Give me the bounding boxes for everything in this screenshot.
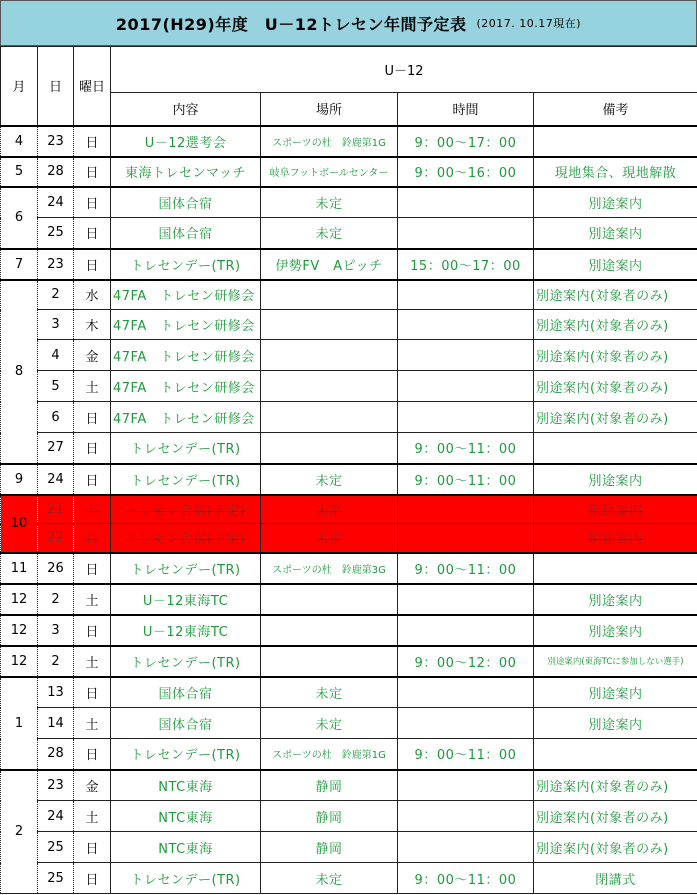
table-row bbox=[1, 584, 697, 615]
cell-place: 静岡 bbox=[261, 801, 398, 832]
cell-time bbox=[398, 371, 534, 402]
cell-weekday: 土 bbox=[74, 584, 111, 615]
table-row bbox=[1, 280, 697, 310]
cell-content: NTC東海 bbox=[111, 801, 261, 832]
header-month: 月 bbox=[1, 47, 38, 126]
cell-time bbox=[398, 310, 534, 340]
cell-weekday: 土 bbox=[74, 708, 111, 739]
cell-time bbox=[398, 187, 534, 218]
cell-time bbox=[398, 280, 534, 310]
cell-notes bbox=[534, 739, 697, 770]
cell-notes bbox=[534, 553, 697, 584]
cell-day: 14 bbox=[38, 708, 74, 739]
cell-place bbox=[261, 433, 398, 464]
cell-time bbox=[398, 708, 534, 739]
table-row bbox=[1, 371, 697, 402]
table-row bbox=[1, 187, 697, 218]
as-of-date: (2017. 10.17現在) bbox=[476, 17, 582, 30]
cell-month: 6 bbox=[1, 187, 38, 249]
cell-month: 10 bbox=[1, 495, 38, 553]
header-content: 内容 bbox=[111, 93, 261, 126]
cell-notes: 別途案内(対象者のみ) bbox=[534, 371, 697, 402]
cell-content: トレセンデー(TR) bbox=[111, 739, 261, 770]
cell-day: 4 bbox=[38, 340, 74, 371]
cell-content: トレセンデー(TR) bbox=[111, 646, 261, 677]
cell-place: 伊勢FV Aピッチ bbox=[261, 249, 398, 280]
cell-month: 12 bbox=[1, 646, 38, 677]
cell-day: 26 bbox=[38, 553, 74, 584]
cell-time bbox=[398, 524, 534, 553]
cell-time bbox=[398, 402, 534, 433]
cell-day: 3 bbox=[38, 615, 74, 646]
cell-notes: 別途案内(対象者のみ) bbox=[534, 310, 697, 340]
cell-time: 9：00～11：00 bbox=[398, 553, 534, 584]
table-row bbox=[1, 863, 697, 894]
cell-weekday: 木 bbox=[74, 310, 111, 340]
cell-notes: 別途案内(対象者のみ) bbox=[534, 801, 697, 832]
table-row bbox=[1, 249, 697, 280]
table-row bbox=[1, 126, 697, 157]
cell-content: NTC東海 bbox=[111, 832, 261, 863]
cell-month: 12 bbox=[1, 584, 38, 615]
cell-time: 9：00～11：00 bbox=[398, 464, 534, 495]
table-row bbox=[1, 553, 697, 584]
cell-day: 25 bbox=[38, 832, 74, 863]
cell-day: 23 bbox=[38, 249, 74, 280]
cell-place: 未定 bbox=[261, 187, 398, 218]
table-row bbox=[1, 708, 697, 739]
cell-content: トレセンデー(TR) bbox=[111, 249, 261, 280]
cell-place: 静岡 bbox=[261, 832, 398, 863]
cell-day: 24 bbox=[38, 187, 74, 218]
cell-time bbox=[398, 832, 534, 863]
cell-content: トレセン合宿(予定) bbox=[111, 495, 261, 524]
cell-month: 4 bbox=[1, 126, 38, 157]
cell-content: 47FA トレセン研修会 bbox=[111, 371, 261, 402]
cell-notes: 別途案内 bbox=[534, 495, 697, 524]
cell-place: スポーツの杜 鈴鹿第3G bbox=[261, 553, 398, 584]
cell-day: 22 bbox=[38, 524, 74, 553]
cell-place bbox=[261, 584, 398, 615]
cell-notes bbox=[534, 433, 697, 464]
table-row bbox=[1, 157, 697, 187]
cell-place bbox=[261, 340, 398, 371]
cell-day: 3 bbox=[38, 310, 74, 340]
cell-day: 24 bbox=[38, 801, 74, 832]
cell-content: NTC東海 bbox=[111, 770, 261, 801]
cell-notes: 別途案内 bbox=[534, 677, 697, 708]
header-notes: 備考 bbox=[534, 93, 697, 126]
cell-time: 9：00～16：00 bbox=[398, 157, 534, 187]
cell-notes: 別途案内 bbox=[534, 249, 697, 280]
cell-content: トレセンデー(TR) bbox=[111, 553, 261, 584]
cell-notes: 別途案内(対象者のみ) bbox=[534, 832, 697, 863]
cell-content: U－12東海TC bbox=[111, 584, 261, 615]
cell-time bbox=[398, 340, 534, 371]
cell-time: 9：00～12：00 bbox=[398, 646, 534, 677]
cell-weekday: 土 bbox=[74, 646, 111, 677]
cell-place: 未定 bbox=[261, 708, 398, 739]
cell-time bbox=[398, 801, 534, 832]
cell-notes: 別途案内 bbox=[534, 584, 697, 615]
cell-place bbox=[261, 402, 398, 433]
cell-day: 21 bbox=[38, 495, 74, 524]
cell-weekday: 土 bbox=[74, 495, 111, 524]
cell-day: 6 bbox=[38, 402, 74, 433]
cell-time bbox=[398, 615, 534, 646]
cell-time: 9：00～17：00 bbox=[398, 126, 534, 157]
cell-weekday: 金 bbox=[74, 340, 111, 371]
cell-place: 未定 bbox=[261, 863, 398, 894]
cell-place: スポーツの杜 鈴鹿第1G bbox=[261, 739, 398, 770]
cell-weekday: 日 bbox=[74, 553, 111, 584]
cell-place: 静岡 bbox=[261, 770, 398, 801]
table-row bbox=[1, 218, 697, 249]
table-row bbox=[1, 402, 697, 433]
cell-weekday: 日 bbox=[74, 832, 111, 863]
cell-day: 25 bbox=[38, 863, 74, 894]
cell-content: トレセンデー(TR) bbox=[111, 863, 261, 894]
cell-time bbox=[398, 584, 534, 615]
cell-place bbox=[261, 280, 398, 310]
cell-day: 2 bbox=[38, 280, 74, 310]
cell-notes: 別途案内(対象者のみ) bbox=[534, 402, 697, 433]
table-row bbox=[1, 464, 697, 495]
cell-weekday: 金 bbox=[74, 770, 111, 801]
cell-notes bbox=[534, 126, 697, 157]
table-row-cancelled bbox=[1, 495, 697, 524]
title-bar bbox=[0, 0, 697, 46]
cell-day: 2 bbox=[38, 584, 74, 615]
header-day: 日 bbox=[38, 47, 74, 126]
table-row bbox=[1, 801, 697, 832]
schedule-table bbox=[0, 46, 697, 894]
cell-day: 27 bbox=[38, 433, 74, 464]
table-row bbox=[1, 646, 697, 677]
cell-content: U－12東海TC bbox=[111, 615, 261, 646]
table-row bbox=[1, 832, 697, 863]
cell-weekday: 日 bbox=[74, 126, 111, 157]
table-row bbox=[1, 433, 697, 464]
cell-notes: 閉講式 bbox=[534, 863, 697, 894]
cell-month: 7 bbox=[1, 249, 38, 280]
cell-notes: 現地集合、現地解散 bbox=[534, 157, 697, 187]
cell-day: 28 bbox=[38, 739, 74, 770]
cell-weekday: 土 bbox=[74, 801, 111, 832]
table-row bbox=[1, 739, 697, 770]
cell-content: 47FA トレセン研修会 bbox=[111, 280, 261, 310]
header-weekday: 曜日 bbox=[74, 47, 111, 126]
cell-content: 国体合宿 bbox=[111, 218, 261, 249]
cell-place: 未定 bbox=[261, 524, 398, 553]
table-row-cancelled bbox=[1, 524, 697, 553]
cell-weekday: 日 bbox=[74, 464, 111, 495]
cell-notes: 別途案内 bbox=[534, 524, 697, 553]
cell-weekday: 日 bbox=[74, 524, 111, 553]
cell-weekday: 日 bbox=[74, 187, 111, 218]
cell-weekday: 水 bbox=[74, 280, 111, 310]
cell-content: 東海トレセンマッチ bbox=[111, 157, 261, 187]
cell-day: 5 bbox=[38, 371, 74, 402]
cell-content: トレセン合宿(予定) bbox=[111, 524, 261, 553]
cell-weekday: 日 bbox=[74, 402, 111, 433]
cell-day: 28 bbox=[38, 157, 74, 187]
header-place: 場所 bbox=[261, 93, 398, 126]
cell-content: 47FA トレセン研修会 bbox=[111, 340, 261, 371]
cell-weekday: 日 bbox=[74, 157, 111, 187]
cell-month: 8 bbox=[1, 280, 38, 464]
cell-weekday: 日 bbox=[74, 218, 111, 249]
cell-place: 未定 bbox=[261, 464, 398, 495]
cell-time: 9：00～11：00 bbox=[398, 433, 534, 464]
cell-content: 47FA トレセン研修会 bbox=[111, 310, 261, 340]
cell-notes: 別途案内(東海TCに参加しない選手) bbox=[534, 646, 697, 677]
table-row bbox=[1, 310, 697, 340]
cell-time: 15：00～17：00 bbox=[398, 249, 534, 280]
cell-weekday: 日 bbox=[74, 433, 111, 464]
cell-time bbox=[398, 218, 534, 249]
table-row bbox=[1, 677, 697, 708]
cell-month: 2 bbox=[1, 770, 38, 894]
cell-place: 未定 bbox=[261, 495, 398, 524]
cell-month: 12 bbox=[1, 615, 38, 646]
cell-content: 47FA トレセン研修会 bbox=[111, 402, 261, 433]
cell-weekday: 日 bbox=[74, 677, 111, 708]
table-row bbox=[1, 615, 697, 646]
cell-notes: 別途案内(対象者のみ) bbox=[534, 340, 697, 371]
cell-place bbox=[261, 646, 398, 677]
cell-place bbox=[261, 371, 398, 402]
cell-day: 24 bbox=[38, 464, 74, 495]
cell-weekday: 日 bbox=[74, 615, 111, 646]
table-row bbox=[1, 340, 697, 371]
cell-place: 岐阜フットボールセンター bbox=[261, 157, 398, 187]
cell-place bbox=[261, 310, 398, 340]
cell-time: 9：00～11：00 bbox=[398, 739, 534, 770]
header-time: 時間 bbox=[398, 93, 534, 126]
cell-notes: 別途案内 bbox=[534, 615, 697, 646]
page-title: 2017(H29)年度 U－12トレセン年間予定表 bbox=[115, 14, 467, 34]
table-row bbox=[1, 770, 697, 801]
cell-time bbox=[398, 495, 534, 524]
cell-content: 国体合宿 bbox=[111, 677, 261, 708]
cell-month: 9 bbox=[1, 464, 38, 495]
cell-content: 国体合宿 bbox=[111, 187, 261, 218]
cell-weekday: 日 bbox=[74, 249, 111, 280]
cell-notes: 別途案内 bbox=[534, 218, 697, 249]
cell-month: 1 bbox=[1, 677, 38, 770]
cell-place bbox=[261, 615, 398, 646]
cell-weekday: 土 bbox=[74, 371, 111, 402]
cell-time bbox=[398, 677, 534, 708]
cell-place: 未定 bbox=[261, 677, 398, 708]
cell-time: 9：00～11：00 bbox=[398, 863, 534, 894]
cell-day: 13 bbox=[38, 677, 74, 708]
cell-notes: 別途案内(対象者のみ) bbox=[534, 770, 697, 801]
cell-weekday: 日 bbox=[74, 739, 111, 770]
cell-month: 5 bbox=[1, 157, 38, 187]
cell-time bbox=[398, 770, 534, 801]
cell-place: 未定 bbox=[261, 218, 398, 249]
cell-notes: 別途案内 bbox=[534, 464, 697, 495]
cell-notes: 別途案内 bbox=[534, 708, 697, 739]
cell-place: スポーツの杜 鈴鹿第1G bbox=[261, 126, 398, 157]
cell-content: 国体合宿 bbox=[111, 708, 261, 739]
cell-day: 23 bbox=[38, 770, 74, 801]
cell-content: U－12選考会 bbox=[111, 126, 261, 157]
cell-notes: 別途案内(対象者のみ) bbox=[534, 280, 697, 310]
cell-month: 11 bbox=[1, 553, 38, 584]
cell-day: 25 bbox=[38, 218, 74, 249]
cell-weekday: 日 bbox=[74, 863, 111, 894]
header-group: U－12 bbox=[111, 47, 697, 93]
cell-content: トレセンデー(TR) bbox=[111, 464, 261, 495]
cell-day: 23 bbox=[38, 126, 74, 157]
cell-content: トレセンデー(TR) bbox=[111, 433, 261, 464]
cell-notes: 別途案内 bbox=[534, 187, 697, 218]
cell-day: 2 bbox=[38, 646, 74, 677]
